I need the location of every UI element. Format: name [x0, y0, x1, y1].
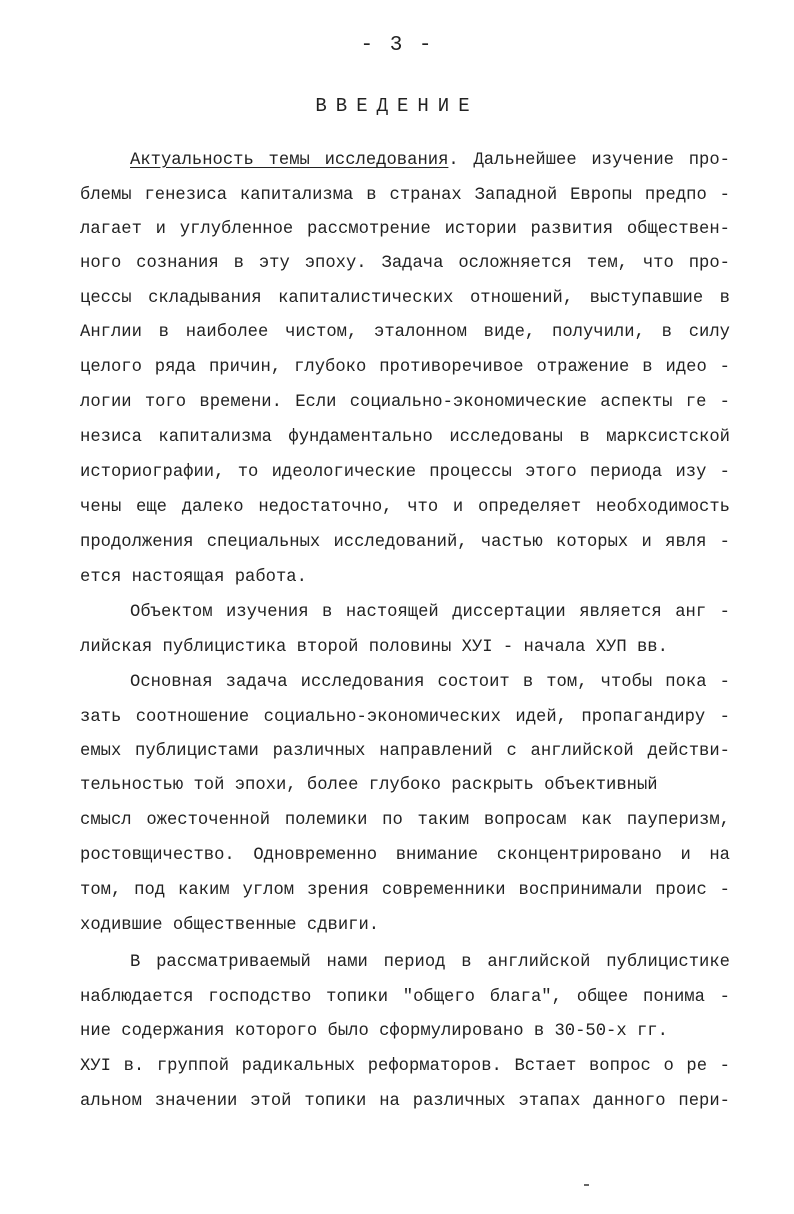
paragraph-2-line-2: лийская публицистика второй половины ХУI - начала ХУП вв.	[80, 638, 668, 657]
scan-mark	[584, 1184, 589, 1186]
paragraph-3-line-4: тельностью той эпохи, более глубоко раскрыть объективный	[80, 776, 658, 795]
paragraph-1-line-11: чены еще далеко недостаточно, что и определяет необходимость	[80, 498, 730, 517]
paragraph-1-line-8: логии того времени. Если социально-экономические аспекты ге -	[80, 393, 730, 412]
page-number: - 3 -	[360, 34, 434, 57]
paragraph-1-line-3: лагает и углубленное рассмотрение истории развития обществен-	[80, 220, 730, 239]
paragraph-3-line-1: Основная задача исследования состоит в том, чтобы пока -	[130, 673, 730, 692]
paragraph-3-line-8: ходившие общественные сдвиги.	[80, 916, 380, 935]
paragraph-1-line-13: ется настоящая работа.	[80, 568, 307, 587]
paragraph-4-line-4: ХУI в. группой радикальных реформаторов. Встает вопрос о ре -	[80, 1057, 730, 1076]
paragraph-4-line-5: альном значении этой топики на различных этапах данного пери-	[80, 1092, 730, 1111]
paragraph-3-line-3: емых публицистами различных направлений с английской действи-	[80, 742, 730, 761]
paragraph-1-line-9: незиса капитализма фундаментально исследованы в марксистской	[80, 428, 730, 447]
paragraph-1-line-2: блемы генезиса капитализма в странах Западной Европы предпо -	[80, 186, 730, 205]
paragraph-1-line-5: цессы складывания капиталистических отношений, выступавшие в	[80, 289, 730, 308]
paragraph-1-line-10: историографии, то идеологические процессы этого периода изу -	[80, 463, 730, 482]
paragraph-4-line-2: наблюдается господство топики "общего блага", общее понима -	[80, 988, 730, 1007]
paragraph-2-line-1: Объектом изучения в настоящей диссертации является анг -	[130, 603, 730, 622]
paragraph-3-line-7: том, под каким углом зрения современники воспринимали проис -	[80, 881, 730, 900]
section-title: ВВЕДЕНИЕ	[315, 95, 479, 117]
paragraph-1-line-1: Актуальность темы исследования. Дальнейшее изучение про-	[130, 151, 730, 170]
paragraph-3-line-6: ростовщичество. Одновременно внимание сконцентрировано и на	[80, 846, 730, 865]
paragraph-4-line-1: В рассматриваемый нами период в английской публицистике	[130, 953, 730, 972]
paragraph-1-line-4: ного сознания в эту эпоху. Задача осложняется тем, что про-	[80, 254, 730, 273]
paragraph-1-line-6: Англии в наиболее чистом, эталонном виде, получили, в силу	[80, 323, 730, 342]
paragraph-3-line-5: смысл ожесточенной полемики по таким вопросам как пауперизм,	[80, 811, 730, 830]
paragraph-4-line-3: ние содержания которого было сформулировано в 30-50-х гг.	[80, 1022, 668, 1041]
paragraph-3-line-2: зать соотношение социально-экономических идей, пропагандиру -	[80, 708, 730, 727]
topic-relevance-heading: Актуальность темы исследования	[130, 151, 449, 170]
paragraph-1-line-12: продолжения специальных исследований, частью которых и явля -	[80, 533, 730, 552]
paragraph-1-line-7: целого ряда причин, глубоко противоречивое отражение в идео -	[80, 358, 730, 377]
